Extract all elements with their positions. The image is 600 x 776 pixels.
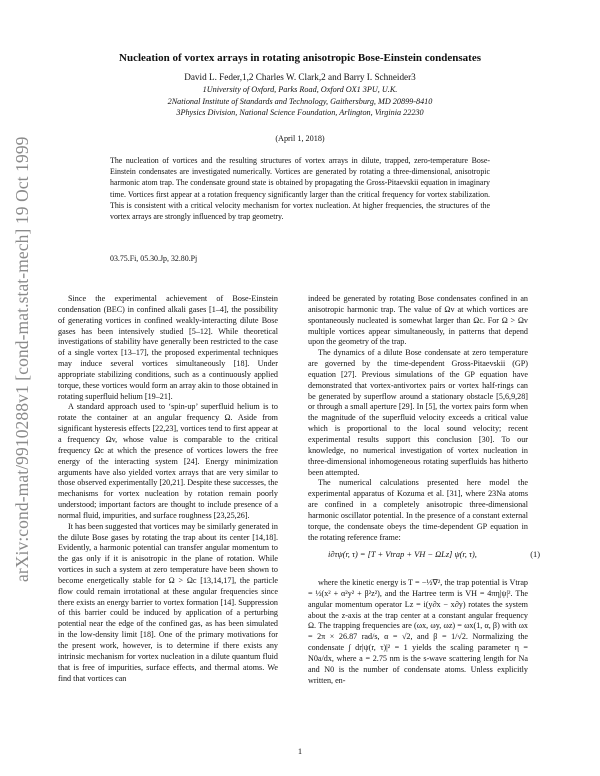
paragraph: A standard approach used to ‘spin-up’ superfluid helium is to rotate the container at an angular frequency Ω. Aside from significant hysteresis effects [22,23], vortices tend to first appear at a frequency Ωv, whose value is comparable to the critical frequency Ωc at which the presence of vortices lowers the free energy of the interacting system [24]. Energy minimization arguments have also yielded vortex arrays that are very similar to those observed experimentally [20,21]. Despite these successes, the mechanisms for vortex nucleation by rotation remain poorly understood; important factors are thought to include presence of a normal fluid, impurities, and surface roughness [23,25,26].	[58, 402, 278, 520]
equation-body: i∂τψ(r, τ) = [T + Vtrap + VH − ΩLz] ψ(r, τ),	[328, 550, 477, 559]
equation-1	[318, 550, 540, 564]
affiliation-1: 1University of Oxford, Parks Road, Oxford OX1 3PU, U.K.	[202, 85, 398, 94]
paragraph: indeed be generated by rotating Bose condensates confined in an anisotropic harmonic trap. The value of Ωv at which vortices are spontaneously nucleated is somewhat larger than Ωc. For Ω > Ωv multiple vortices appear simultaneously, in patterns that depend upon the geometry of the trap.	[308, 294, 528, 347]
paragraph: where the kinetic energy is T = −½∇², the trap potential is Vtrap = ½(x² + α²y² + β²z²), and the Hartree term is VH = 4πη|ψ|². The angular momentum operator Lz = i(y∂x − x∂y) rotates the system about the z-axis at the trap center at a constant angular frequency Ω. The trapping frequencies are (ωx, ωy, ωz) = ωx(1, α, β) with ωx = 2π × 26.87 rad/s, α = √2, and β = 1/√2. Normalizing the condensate ∫ dr|ψ(r, τ)|² = 1 yields the scaling parameter η = N0a/dx, where a = 2.75 nm is the s-wave scattering length for Na and N0 is the number of condensate atoms. Unless explicitly written, en-	[308, 578, 528, 685]
right-column	[308, 294, 528, 543]
paragraph: Since the experimental achievement of Bose-Einstein condensation (BEC) in confined alkali gases [1–4], the possibility of generating vortices in confined weakly-interacting dilute Bose gases has been intensively studied [5–12]. While theoretical investigations of stability have generally been restricted to the case of a single vortex [13–17], the proposed experimental techniques may induce several vortices simultaneously [18]. Under appropriate stabilizing conditions, such as a continuously applied torque, these vortices would form an array akin to those obtained in rotating superfluid helium [19–21].	[58, 294, 278, 401]
paragraph: The numerical calculations presented here model the experimental apparatus of Kozuma et al. [31], where 23Na atoms are confined in a completely anisotropic three-dimensional harmonic oscillator potential. In the presence of a constant external torque, the condensate obeys the time-dependent GP equation in the rotating reference frame:	[308, 478, 528, 542]
author-list: David L. Feder,1,2 Charles W. Clark,2 and Barry I. Schneider3	[184, 72, 416, 82]
arxiv-identifier-stamp: arXiv:cond-mat/9910288v1 [cond-mat.stat-mech] 19 Oct 1999	[12, 136, 32, 582]
affiliation-3: 3Physics Division, National Science Foundation, Arlington, Virginia 22230	[176, 108, 424, 117]
pacs-numbers: 03.75.Fi, 05.30.Jp, 32.80.Pj	[110, 254, 198, 263]
left-column	[58, 294, 278, 684]
paper-title: Nucleation of vortex arrays in rotating anisotropic Bose-Einstein condensates	[119, 52, 481, 64]
equation-number: (1)	[530, 550, 540, 559]
page-number: 1	[297, 746, 303, 756]
paragraph: The dynamics of a dilute Bose condensate at zero temperature are governed by the time-dependent Gross-Pitaevskii (GP) equation [27]. Previous simulations of the GP equation have demonstrated that vortex-antivortex pairs or vortex half-rings can be generated by superflow around a stationary obstacle [5,6,9,28] or through a small aperture [29]. In [5], the vortex pairs form when the magnitude of the superfluid velocity exceeds a critical value which is proportional to the local sound velocity; recent experimental results support this conclusion [30]. To our knowledge, no numerical investigation of vortex nucleation in three-dimensional inhomogeneous rotating superfluids has hitherto been attempted.	[308, 348, 528, 477]
paper-date: (April 1, 2018)	[275, 134, 325, 143]
paragraph: It has been suggested that vortices may be similarly generated in the dilute Bose gases by rotating the trap about its center [14,18]. Evidently, a harmonic potential can transfer angular momentum to the gas only if it is anisotropic in the plane of rotation. While vortices in such a system at zero temperature have been shown to become energetically stable for Ω > Ωc [13,14,17], the particle flow could remain irrotational at these angular frequencies since there exists an energy barrier to vortex formation [14]. Suppression of this barrier could be induced by application of a perturbing potential near the edge of the confined gas, as has been simulated in the low-density limit [18]. One of the primary motivations for the present work, however, is to determine if there exists any intrinsic mechanism for vortex nucleation in a dilute quantum fluid that is free of impurities, surface effects, and thermal atoms. We find that vortices can	[58, 521, 278, 683]
affiliations	[60, 84, 540, 119]
affiliation-2: 2National Institute of Standards and Technology, Gaithersburg, MD 20899-8410	[167, 96, 433, 106]
abstract: The nucleation of vortices and the resulting structures of vortex arrays in dilute, trapped, zero-temperature Bose-Einstein condensates are investigated numerically. Vortices are generated by rotating a three-dimensional, anisotropic harmonic atom trap. The condensate ground state is obtained by propagating the Gross-Pitaevskii equation in imaginary time. Vortices first appear at a rotation frequency significantly larger than the critical frequency for vortex stabilization. This is consistent with a critical velocity mechanism for vortex nucleation. At higher frequencies, the structures of the vortex arrays are strongly influenced by trap geometry.	[110, 156, 490, 222]
right-column-continued	[308, 578, 528, 686]
